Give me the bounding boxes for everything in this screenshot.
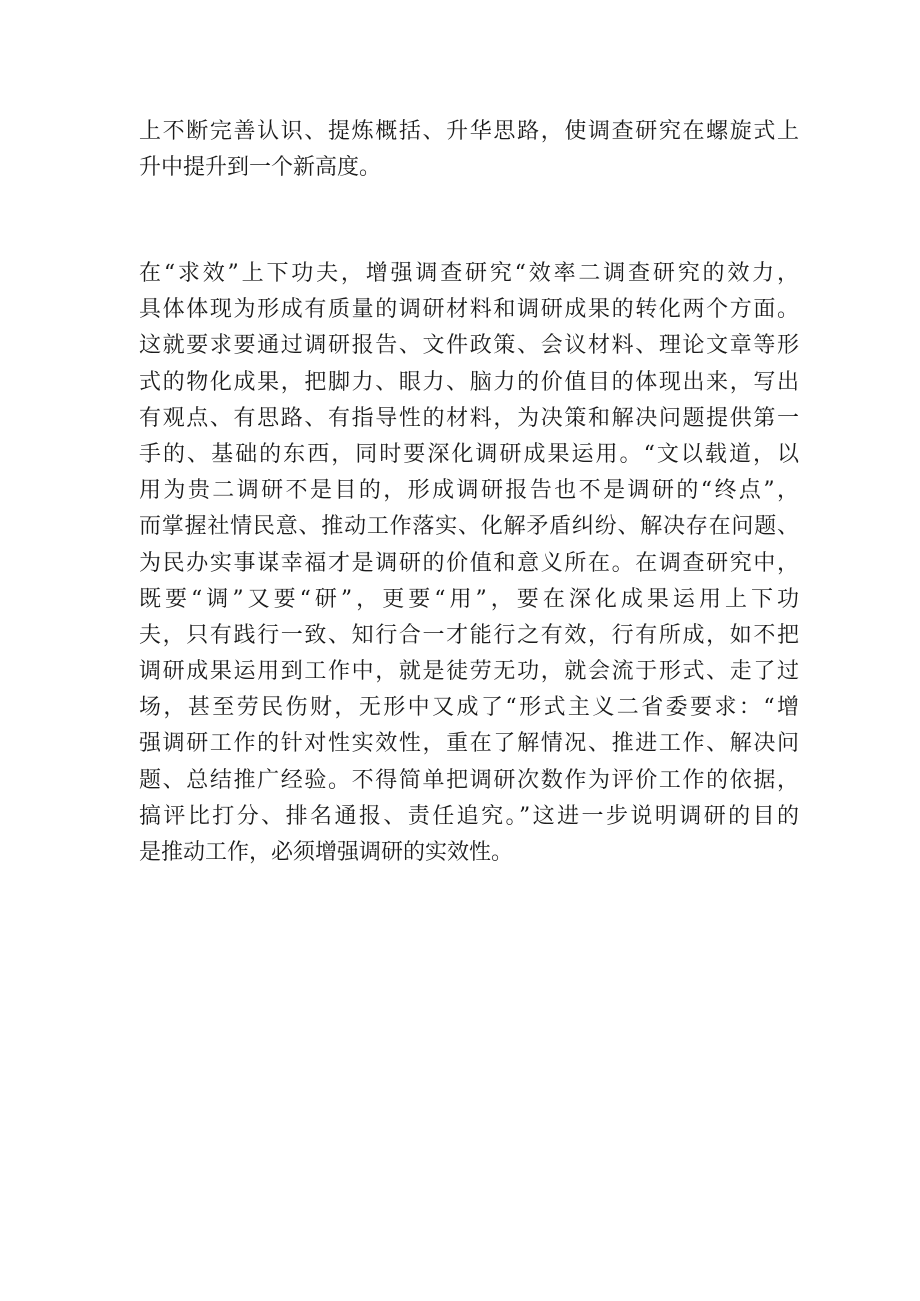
paragraph-line: 搞评比打分、排名通报、责任追究。”这进一步说明调研的目的 <box>139 803 799 829</box>
paragraph-line: 升中提升到一个新高度。 <box>139 155 382 181</box>
paragraph-line: 在“求效”上下功夫，增强调查研究“效率二调查研究的效力， <box>139 261 799 286</box>
paragraph-line: 用为贵二调研不是目的，形成调研报告也不是调研的“终点”， <box>139 478 799 504</box>
paragraph-line: 式的物化成果，把脚力、眼力、脑力的价值目的体现出来，写出 <box>139 369 799 395</box>
paragraph-line: 夫，只有践行一致、知行合一才能行之有效，行有所成，如不把 <box>139 622 799 648</box>
paragraph-line: 是推动工作，必须增强调研的实效性。 <box>139 840 514 865</box>
paragraph-line: 题、总结推广经验。不得简单把调研次数作为评价工作的依据， <box>139 767 799 793</box>
paragraph-line: 为民办实事谋幸福才是调研的价值和意义所在。在调查研究中， <box>139 550 799 576</box>
paragraph-line: 上不断完善认识、提炼概括、升华思路，使调查研究在螺旋式上 <box>139 119 799 144</box>
paragraph-line: 手的、基础的东西，同时要深化调研成果运用。“文以载道，以 <box>139 441 799 467</box>
paragraph-line: 强调研工作的针对性实效性，重在了解情况、推进工作、解决问 <box>139 731 799 757</box>
paragraph-1 <box>139 114 799 186</box>
paragraph-line: 这就要求要通过调研报告、文件政策、会议材料、理论文章等形 <box>139 333 799 359</box>
paragraph-line: 既要“调”又要“研”，更要“用”，要在深化成果运用上下功 <box>139 586 799 612</box>
paragraph-line: 具体体现为形成有质量的调研材料和调研成果的转化两个方面。 <box>139 297 799 323</box>
paragraph-line: 场，甚至劳民伤财，无形中又成了“形式主义二省委要求：“增 <box>139 695 799 721</box>
paragraph-line: 有观点、有思路、有指导性的材料，为决策和解决问题提供第一 <box>139 405 799 431</box>
paragraph-2 <box>139 256 799 871</box>
paragraph-line: 调研成果运用到工作中，就是徒劳无功，就会流于形式、走了过 <box>139 659 799 685</box>
paragraph-line: 而掌握社情民意、推动工作落实、化解矛盾纠纷、解决存在问题、 <box>139 514 799 540</box>
